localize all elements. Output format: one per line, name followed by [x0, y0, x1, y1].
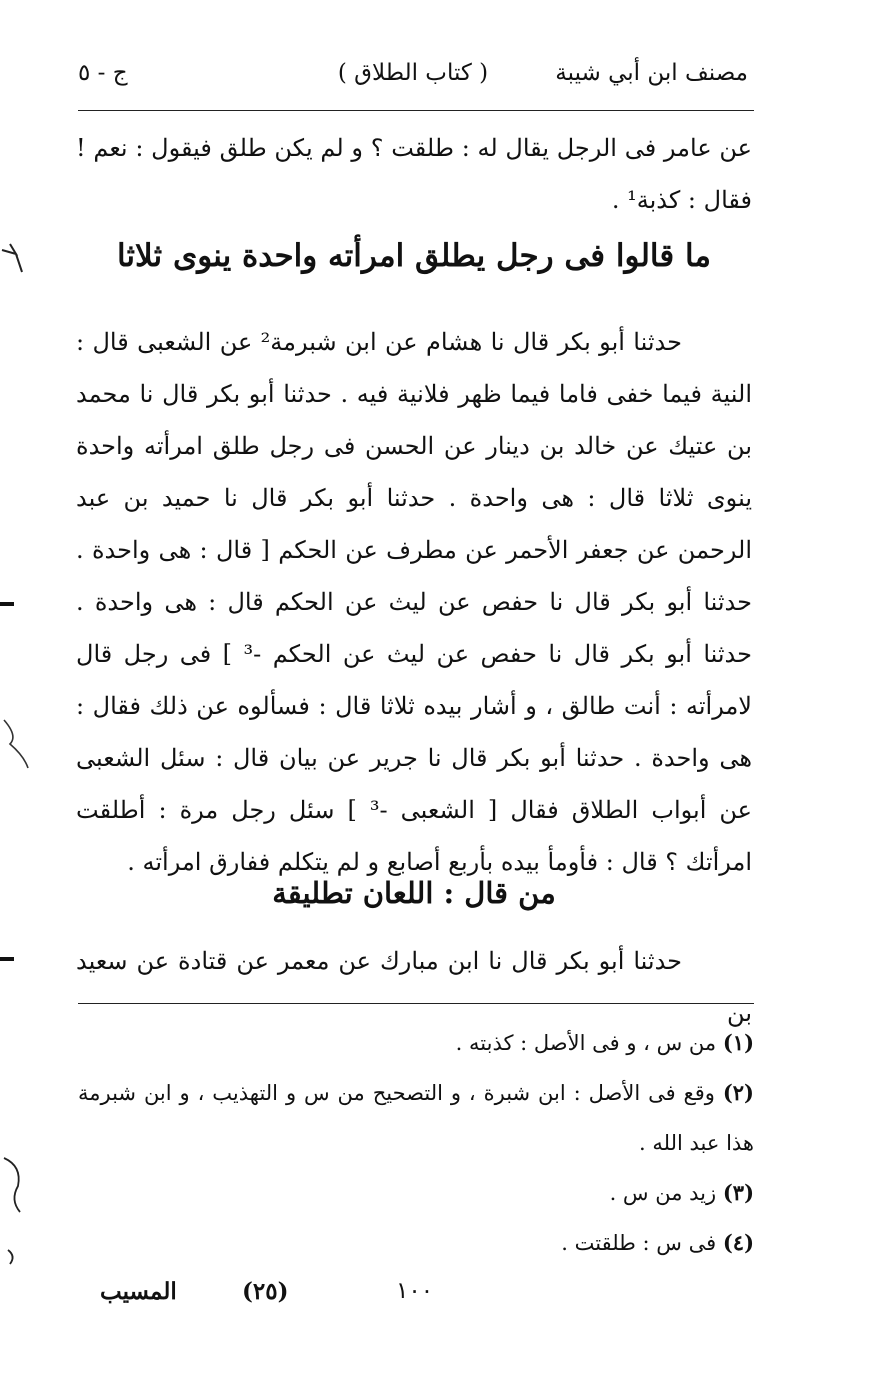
header-rule	[78, 110, 754, 111]
footnote-rule	[78, 1003, 754, 1004]
footnote-text: فى س : طلقتت .	[561, 1231, 717, 1255]
footnote-4	[78, 1218, 754, 1268]
page-footer	[100, 1278, 540, 1318]
volume-number: ج - ٥	[78, 60, 128, 86]
footnote-3	[78, 1168, 754, 1218]
scan-mark-2	[0, 595, 20, 615]
scan-mark-1	[0, 232, 40, 282]
opening-paragraph: عن عامر فى الرجل يقال له : طلقت ؟ و لم يكن طلق فيقول : نعم ! فقال : كذبة¹ .	[76, 134, 752, 214]
footnote-text: وقع فى الأصل : ابن شبرة ، و التصحيح من س و التهذيب ، و ابن شبرمة هذا عبد الله .	[78, 1081, 754, 1155]
scan-mark-4	[0, 950, 20, 970]
running-header	[78, 60, 748, 100]
section-heading-2: من قال : اللعان تطليقة	[272, 876, 556, 910]
section-2-text: حدثنا أبو بكر قال نا ابن مبارك عن معمر عن قتادة عن سعيد بن	[76, 947, 752, 1027]
book-title: مصنف ابن أبي شيبة	[555, 60, 748, 86]
footnote-text: زيد من س .	[609, 1181, 717, 1205]
section-1-text: حدثنا أبو بكر قال نا هشام عن ابن شبرمة² عن الشعبى قال : النية فيما خفى فاما فيما ظهر فلانية فيه . حدثنا أبو بكر قال نا محمد بن عتيك عن خالد بن دينار عن الحسن فى رجل طلق امرأته واحدة ينوى ثلاثا قال : هى واحدة . حدثنا أبو بكر قال نا حميد بن عبد الرحمن عن جعفر الأحمر عن مطرف عن الحكم [ قال : هى واحدة . حدثنا أبو بكر قال نا حفص عن ليث عن الحكم قال : هى واحدة . حدثنا أبو بكر قال نا حفص عن ليث عن الحكم -³ ] فى رجل قال لامرأته : أنت طالق ، و أشار بيده ثلاثا قال : فسألوه عن ذلك فقال : هى واحدة . حدثنا أبو بكر قال نا جرير عن بيان قال : سئل الشعبى عن أبواب الطلاق فقال [ الشعبى -³ ] سئل رجل مرة : أطلقت امرأتك ؟ قال : فأومأ بيده بأربع أصابع و لم يتكلم ففارق امرأته .	[76, 328, 753, 876]
page-number: ١٠٠	[396, 1278, 434, 1304]
scan-mark-5	[0, 1150, 30, 1270]
signature-number: (٢٥)	[242, 1278, 289, 1305]
footnote-number: (١)	[722, 1030, 754, 1055]
footnote-number: (٣)	[722, 1180, 754, 1205]
scan-mark-3	[0, 716, 36, 776]
footnote-1	[78, 1018, 754, 1068]
section-heading-1: ما قالوا فى رجل يطلق امرأته واحدة ينوى ثلاثا	[116, 238, 712, 274]
signature-name: المسيب	[100, 1278, 177, 1305]
footnote-number: (٢)	[722, 1080, 754, 1105]
footnote-number: (٤)	[722, 1230, 754, 1255]
footnotes	[78, 1018, 754, 1268]
chapter-title: ( كتاب الطلاق )	[337, 60, 489, 86]
footnote-2	[78, 1068, 754, 1168]
footnote-text: من س ، و فى الأصل : كذبته .	[455, 1031, 717, 1055]
